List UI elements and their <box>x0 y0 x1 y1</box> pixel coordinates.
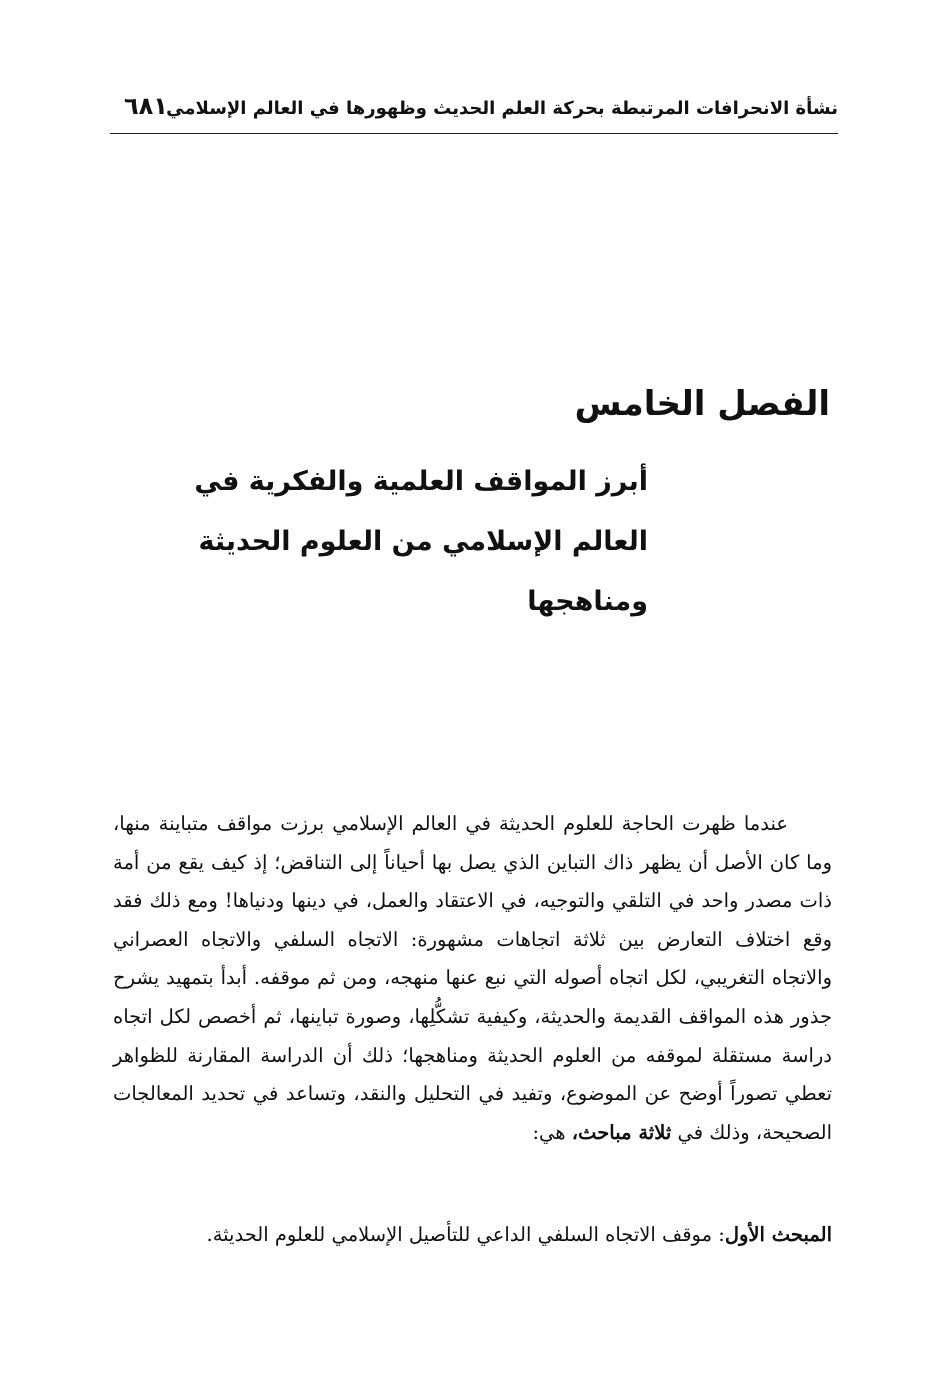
chapter-label: الفصل الخامس <box>574 384 830 424</box>
chapter-title <box>88 452 648 632</box>
first-section-text: : موقف الاتجاه السلفي الداعي للتأصيل الإسلامي للعلوم الحديثة. <box>206 1223 725 1246</box>
running-title: نشأة الانحرافات المرتبطة بحركة العلم الحديث وظهورها في العالم الإسلامي <box>166 98 838 119</box>
chapter-title-line-2: العالم الإسلامي من العلوم الحديثة ومناهجها <box>198 526 648 617</box>
header-divider <box>110 133 838 134</box>
intro-paragraph-bold: ثلاثة مباحث، <box>571 1120 672 1144</box>
first-section-label: المبحث الأول <box>724 1223 832 1246</box>
chapter-title-line-1: أبرز المواقف العلمية والفكرية في <box>194 466 648 497</box>
intro-paragraph-tail: هي: <box>532 1120 572 1144</box>
intro-paragraph <box>113 805 832 1152</box>
first-section-paragraph <box>113 1216 832 1255</box>
page-number: ٦٨١ <box>124 92 168 120</box>
section-list-item <box>113 1216 832 1255</box>
body-text <box>113 805 832 1152</box>
intro-paragraph-text: عندما ظهرت الحاجة للعلوم الحديثة في العالم الإسلامي برزت مواقف متباينة منها، وما كان الأصل أن يظهر ذاك التباين الذي يصل بها أحياناً إلى التناقض؛ إذ كيف يقع من أمة ذات مصدر واحد في التلقي والتوجيه، في الاعتقاد والعمل، في دينها ودنياها! ومع ذلك فقد وقع اختلاف التعارض بين ثلاثة اتجاهات مشهورة: الاتجاه السلفي والاتجاه العصراني والاتجاه التغريبي، لكل اتجاه أصوله التي نبع عنها منهجه، ومن ثم موقفه. أبدأ بتمهيد يشرح جذور هذه المواقف القديمة والحديثة، وكيفية تشكُّلِها، وصورة تباينها، ثم أخصص لكل اتجاه دراسة مستقلة لموقفه من العلوم الحديثة ومناهجها؛ ذلك أن الدراسة المقارنة للظواهر تعطي تصوراً أوضح عن الموضوع، وتفيد في التحليل والنقد، وتساعد في تحديد المعالجات الصحيحة، وذلك في <box>113 812 832 1144</box>
running-header <box>110 90 838 130</box>
